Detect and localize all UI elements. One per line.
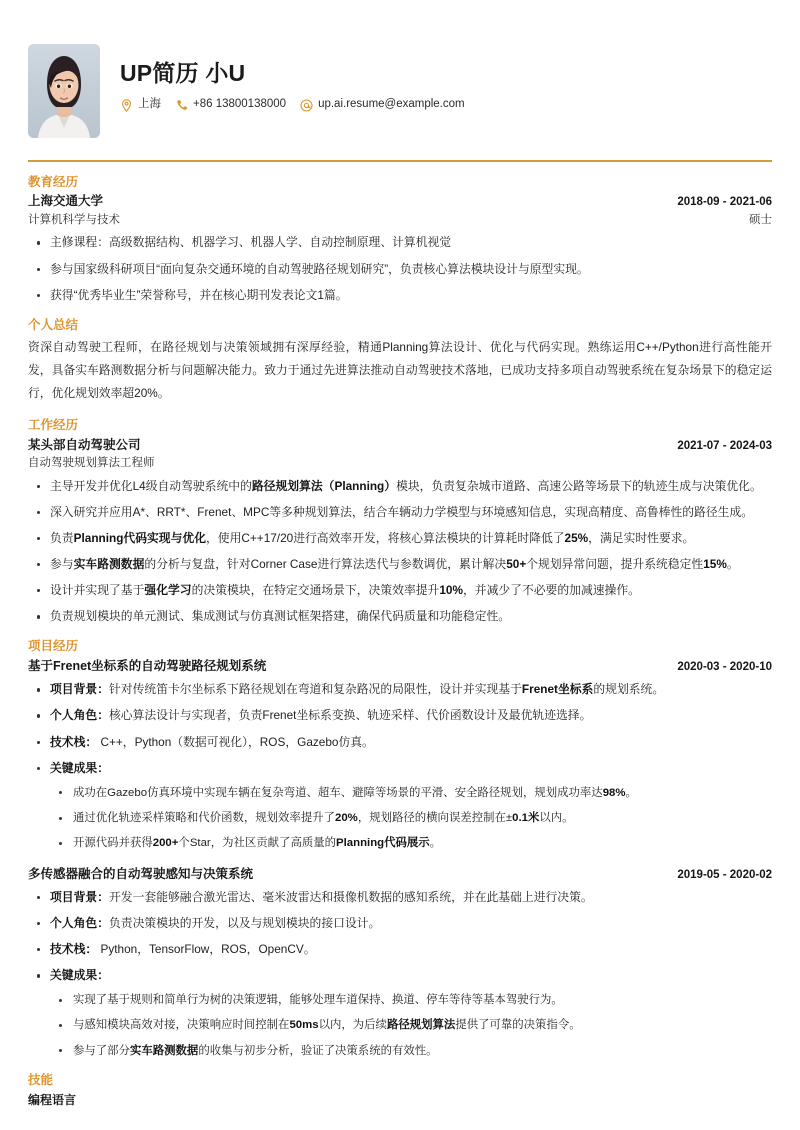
- identity-block: [120, 44, 772, 112]
- project-date: 2019-05 - 2020-02: [677, 868, 772, 881]
- list-item: [28, 888, 772, 907]
- body-text: 。: [625, 786, 637, 799]
- education-major: 计算机科学与技术: [28, 213, 120, 226]
- body-text: 负责规划模块的单元测试、集成测试与仿真测试框架搭建，确保代码质量和功能稳定性。: [50, 609, 511, 624]
- work-entry-head: [28, 436, 772, 455]
- section-work: [28, 417, 772, 627]
- work-company: 某头部自动驾驶公司: [28, 437, 141, 452]
- emphasis-text: 项目背景：: [50, 889, 109, 904]
- contact-phone: [175, 99, 286, 112]
- emphasis-text: 强化学习: [144, 583, 192, 598]
- project-results-list: [50, 784, 772, 853]
- work-role: 自动驾驶规划算法工程师: [28, 456, 155, 469]
- project-results-group: [28, 966, 772, 1060]
- email-at-icon: [300, 99, 313, 112]
- body-text: 主导开发并优化L4级自动驾驶系统中的: [50, 478, 252, 493]
- body-text: 的决策模块，在特定交通场景下，决策效率提升: [191, 583, 440, 598]
- body-text: 通过优化轨迹采样策略和代价函数，规划效率提升了: [73, 812, 335, 825]
- body-text: 以内。: [539, 812, 574, 825]
- emphasis-text: Planning代码展示: [336, 837, 430, 850]
- body-text: 的分析与复盘，针对Corner Case进行算法迭代与参数调优，累计解决: [144, 556, 507, 571]
- emphasis-text: Frenet坐标系: [521, 682, 594, 697]
- project-results-group: [28, 759, 772, 853]
- emphasis-text: 25%: [564, 530, 589, 545]
- list-item: 获得“优秀毕业生”荣誉称号，并在核心期刊发表论文1篇。: [28, 286, 772, 305]
- emphasis-text: 路径规划算法（Planning）: [251, 478, 397, 493]
- project-list: [28, 657, 772, 1060]
- project-results-list: [50, 991, 772, 1060]
- emphasis-text: 实车路测数据: [73, 556, 145, 571]
- resume-header: [0, 0, 800, 138]
- sub-list-item: [50, 809, 772, 827]
- project-name: 基于Frenet坐标系的自动驾驶路径规划系统: [28, 659, 267, 674]
- page-title: UP简历 小U: [120, 60, 246, 86]
- list-item: [28, 940, 772, 959]
- body-text: ，并减少了不必要的加减速操作。: [462, 583, 640, 598]
- sub-list-item: [50, 834, 772, 852]
- body-text: 针对传统笛卡尔坐标系下路径规划在弯道和复杂路况的局限性，设计并实现基于: [109, 682, 522, 697]
- body-text: 。: [726, 556, 739, 571]
- contact-phone-text: +86 13800138000: [193, 98, 287, 111]
- emphasis-text: 0.1米: [512, 812, 540, 825]
- project-entry-head: [28, 657, 772, 676]
- list-item: 参与国家级科研项目“面向复杂交通环境的自动驾驶路径规划研究”，负责核心算法模块设计与原型实现。: [28, 260, 772, 279]
- emphasis-text: 实车路测数据: [129, 1044, 199, 1057]
- education-entry-head: [28, 192, 772, 211]
- section-summary: [28, 317, 772, 405]
- project-results-label: 关键成果：: [50, 968, 109, 983]
- education-bullet-list: [28, 233, 772, 304]
- list-item: [28, 581, 772, 600]
- body-text: 深入研究并应用A*、RRT*、Frenet、MPC等多种规划算法，结合车辆动力学模型与环境感知信息，实现高精度、高鲁棒性的路径生成。: [50, 504, 754, 519]
- project-entry: [28, 657, 772, 852]
- sub-list-item: [50, 1016, 772, 1034]
- body-text: 负责决策模块的开发，以及与规划模块的接口设计。: [109, 915, 381, 930]
- section-skills: [28, 1072, 772, 1109]
- section-projects: [28, 638, 772, 1060]
- emphasis-text: 10%: [439, 583, 463, 598]
- sub-list-item: [50, 784, 772, 802]
- avatar: [28, 44, 100, 138]
- emphasis-text: 20%: [335, 812, 358, 825]
- emphasis-text: 50ms: [289, 1019, 319, 1032]
- body-text: 设计并实现了基于: [50, 583, 145, 598]
- body-text: 以内，为后续: [318, 1019, 387, 1032]
- work-date: 2021-07 - 2024-03: [677, 439, 772, 452]
- body-text: 参与: [50, 556, 74, 571]
- body-text: 开源代码并获得: [73, 837, 153, 850]
- body-text: ，使用C++17/20进行高效率开发，将核心算法模块的计算耗时降低了: [206, 530, 565, 545]
- list-item: [28, 706, 772, 725]
- emphasis-text: 15%: [703, 556, 727, 571]
- section-education: [28, 174, 772, 305]
- project-bullet-list: [28, 888, 772, 1060]
- section-title-work: 工作经历: [28, 417, 79, 432]
- body-text: 成功在Gazebo仿真环境中实现车辆在复杂弯道、超车、避障等场景的平滑、安全路径规划，规划成功率达: [73, 786, 603, 799]
- emphasis-text: 50+: [506, 556, 527, 571]
- body-text: 。: [429, 837, 442, 850]
- contact-location-text: 上海: [138, 98, 161, 111]
- list-item: [28, 607, 772, 626]
- summary-text: 资深自动驾驶工程师，在路径规划与决策领域拥有深厚经验，精通Planning算法设计、优化与代码实现。熟练运用C++/Python进行高性能开发，具备实车路测数据分析与问题解决能力。致力于通过先进算法推动自动驾驶技术落地，已成功支持多项自动驾驶系统在复杂场景下的稳定运行，优化规划效率超20%。: [28, 339, 772, 400]
- education-entry-sub: [28, 212, 772, 230]
- body-text: 个Star，为社区贡献了高质量的: [178, 837, 337, 850]
- emphasis-text: 98%: [602, 786, 626, 799]
- section-title-projects: 项目经历: [28, 639, 79, 654]
- emphasis-text: 个人角色：: [50, 708, 109, 723]
- contact-location: [120, 99, 161, 112]
- education-degree: 硕士: [749, 213, 772, 226]
- emphasis-text: 路径规划算法: [386, 1019, 456, 1032]
- emphasis-text: 项目背景：: [50, 682, 109, 697]
- project-name: 多传感器融合的自动驾驶感知与决策系统: [28, 866, 254, 881]
- education-school: 上海交通大学: [28, 194, 104, 209]
- list-item: [28, 555, 772, 574]
- body-text: 参与了部分: [73, 1044, 130, 1057]
- project-bullet-list: [28, 680, 772, 852]
- skills-subtitle: 编程语言: [28, 1092, 77, 1107]
- contact-row: [120, 99, 772, 112]
- sub-list-item: [50, 1042, 772, 1060]
- list-item: [28, 680, 772, 699]
- body-text: 提供了可靠的决策指令。: [455, 1019, 581, 1032]
- sub-list-item: [50, 991, 772, 1009]
- resume-body: [0, 174, 800, 1109]
- location-pin-icon: [120, 99, 133, 112]
- project-results-label: 关键成果：: [50, 760, 109, 775]
- list-item: [28, 914, 772, 933]
- body-text: 的规划系统。: [593, 682, 665, 697]
- emphasis-text: 技术栈：: [50, 734, 98, 749]
- body-text: 实现了基于规则和简单行为树的决策逻辑，能够处理车道保持、换道、停车等待等基本驾驶行为。: [73, 994, 563, 1007]
- body-text: ，满足实时性要求。: [588, 530, 695, 545]
- body-text: 个规划异常问题，提升系统稳定性: [526, 556, 704, 571]
- emphasis-text: 技术栈：: [50, 942, 98, 957]
- project-date: 2020-03 - 2020-10: [677, 661, 772, 674]
- list-item: 主修课程：高级数据结构、机器学习、机器人学、自动控制原理、计算机视觉: [28, 233, 772, 252]
- body-text: 开发一套能够融合激光雷达、毫米波雷达和摄像机数据的感知系统，并在此基础上进行决策。: [109, 889, 593, 904]
- section-title-summary: 个人总结: [28, 317, 79, 332]
- contact-email: [300, 99, 465, 112]
- emphasis-text: 200+: [152, 837, 179, 850]
- project-entry: [28, 865, 772, 1060]
- body-text: 负责: [50, 530, 74, 545]
- contact-email-text: up.ai.resume@example.com: [318, 98, 465, 111]
- list-item: [28, 529, 772, 548]
- emphasis-text: Planning代码实现与优化: [73, 530, 206, 545]
- phone-icon: [175, 99, 188, 112]
- body-text: ，规划路径的横向误差控制在±: [357, 812, 513, 825]
- body-text: 核心算法设计与实现者，负责Frenet坐标系变换、轨迹采样、代价函数设计及最优轨迹选择。: [109, 708, 592, 723]
- list-item: [28, 503, 772, 522]
- work-bullet-list: [28, 477, 772, 627]
- education-date: 2018-09 - 2021-06: [677, 196, 772, 209]
- work-entry-sub: [28, 455, 772, 473]
- emphasis-text: 个人角色：: [50, 915, 109, 930]
- body-text: C++，Python（数据可视化），ROS，Gazebo仿真。: [97, 734, 374, 749]
- list-item: [28, 477, 772, 496]
- body-text: 模块，负责复杂城市道路、高速公路等场景下的轨迹生成与决策优化。: [396, 478, 762, 493]
- body-text: 与感知模块高效对接，决策响应时间控制在: [73, 1019, 290, 1032]
- project-entry-head: [28, 865, 772, 884]
- body-text: Python，TensorFlow，ROS，OpenCV。: [97, 942, 316, 957]
- section-title-skills: 技能: [28, 1072, 54, 1087]
- section-title-education: 教育经历: [28, 174, 79, 189]
- body-text: 的收集与初步分析，验证了决策系统的有效性。: [198, 1044, 438, 1057]
- list-item: [28, 733, 772, 752]
- header-divider: [28, 160, 772, 162]
